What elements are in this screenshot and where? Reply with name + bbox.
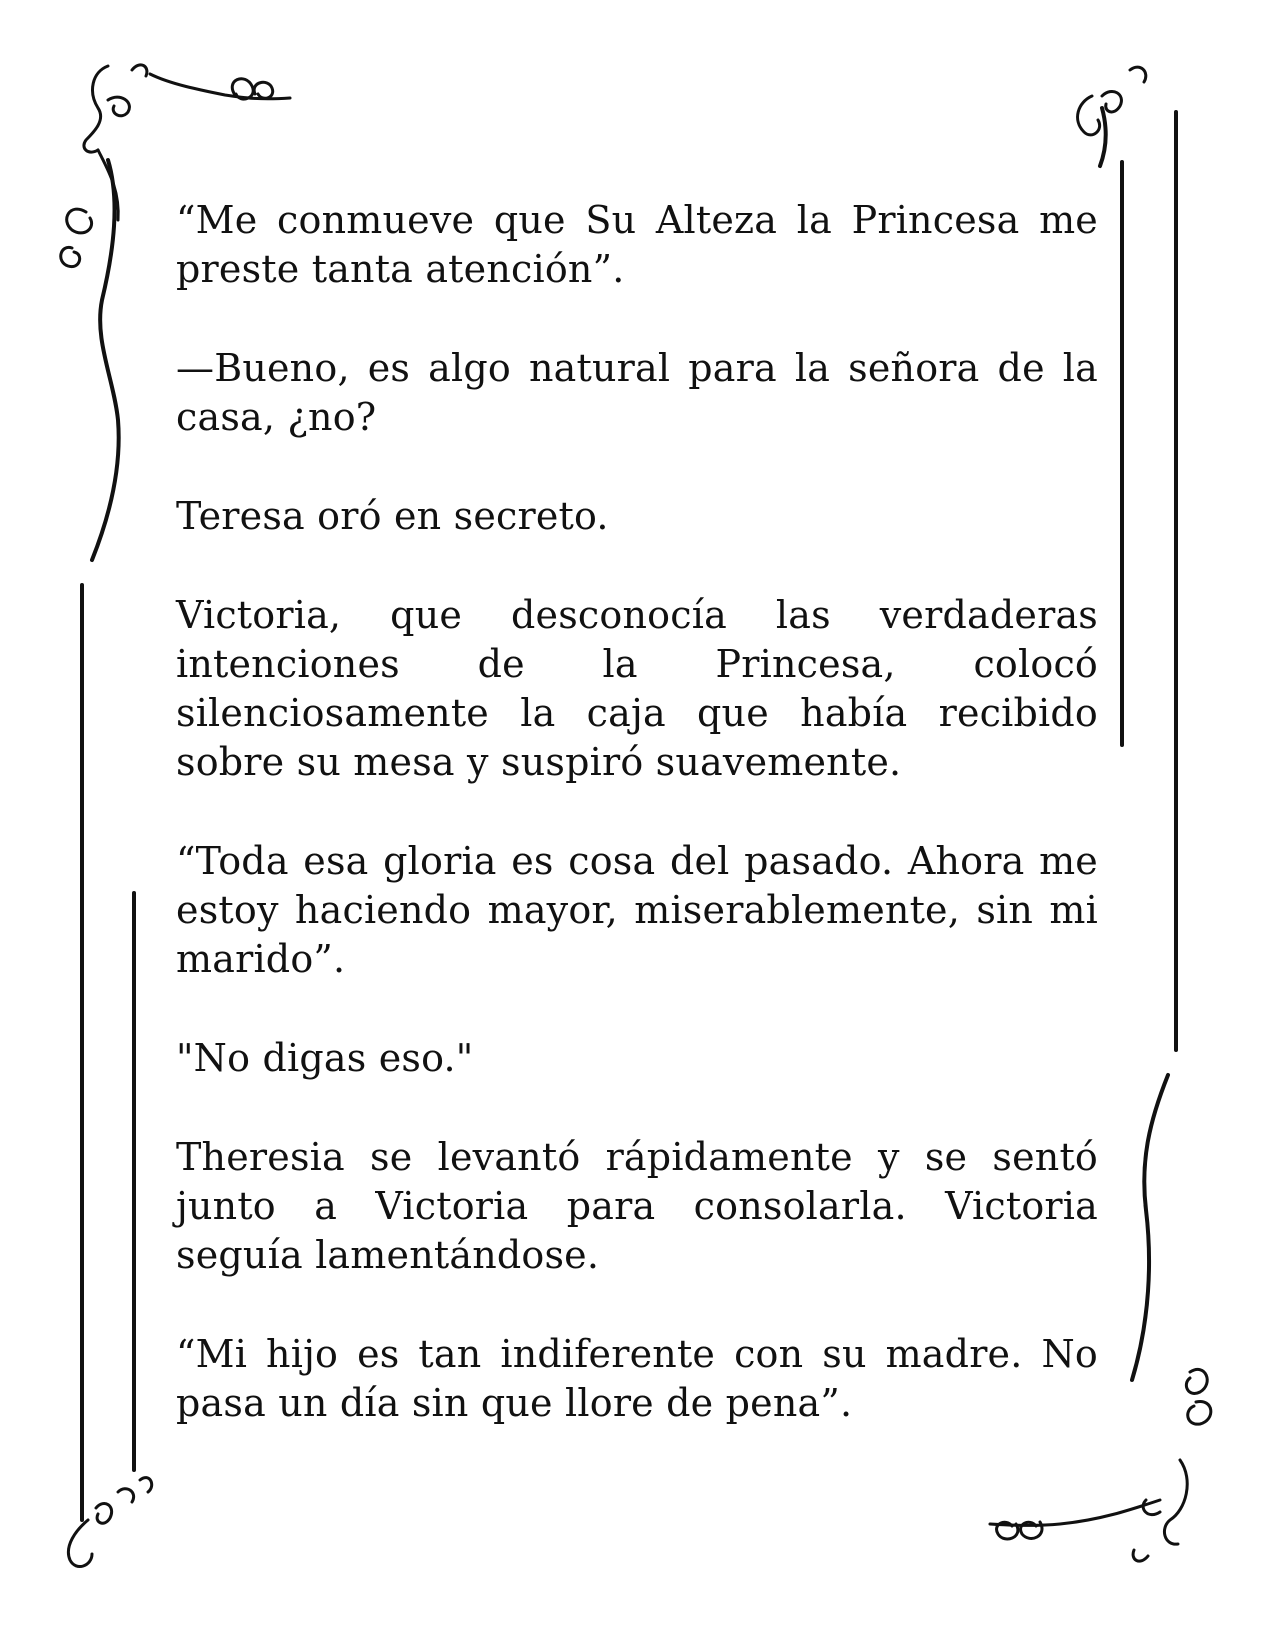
page-text — [176, 196, 1098, 1478]
paragraph: “Toda esa gloria es cosa del pasado. Ahora me estoy haciendo mayor, miserablemente, sin mi marido”. — [176, 839, 1098, 981]
paragraph: "No digas eso." — [176, 1036, 474, 1080]
paragraph: Victoria, que desconocía las verdaderas intenciones de la Princesa, colocó silenciosamente la caja que había recibido sobre su mesa y suspiró suavemente. — [176, 593, 1098, 784]
paragraph: Teresa oró en secreto. — [176, 494, 609, 538]
paragraph: Theresia se levantó rápidamente y se sentó junto a Victoria para consolarla. Victoria seguía lamentándose. — [176, 1135, 1098, 1277]
paragraph: —Bueno, es algo natural para la señora de la casa, ¿no? — [176, 346, 1098, 439]
paragraph: “Mi hijo es tan indiferente con su madre. No pasa un día sin que llore de pena”. — [176, 1332, 1098, 1425]
paragraph: “Me conmueve que Su Alteza la Princesa me preste tanta atención”. — [176, 198, 1098, 291]
top-right-flourish — [1078, 67, 1146, 166]
